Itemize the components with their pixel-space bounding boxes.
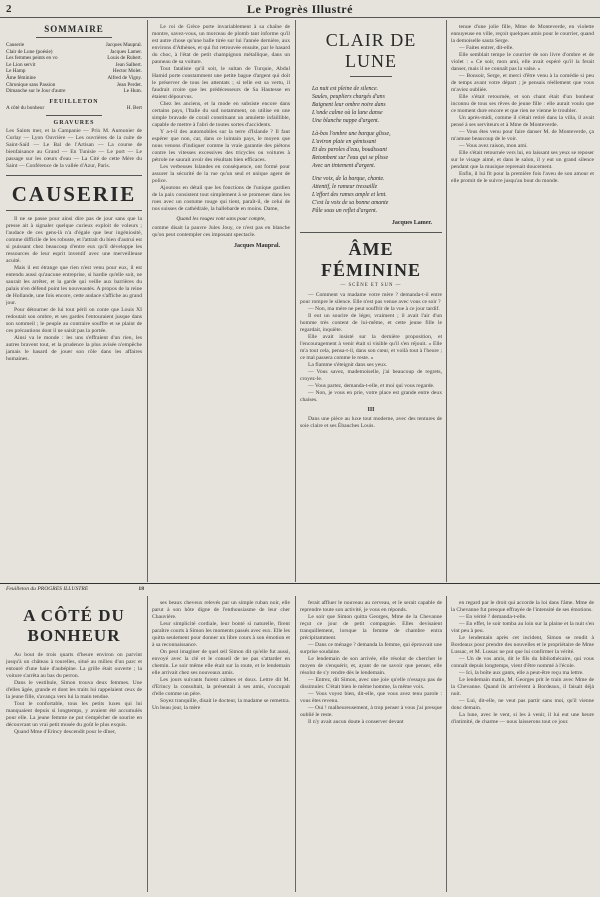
sommaire-entry: Âme féminine (6, 74, 36, 81)
column-rule (295, 596, 296, 892)
right-body (451, 24, 594, 185)
paragraph: — Entrez, dit Simon, avec une joie qu'elle n'essaya pas de dissimuler. C'était bien le même homme, la même voix. (300, 677, 442, 690)
paragraph: Dans le vestibule, Simon trouva deux femmes. Une d'elles âgée, grande et dont les traits lui rappelaient ceux de la jeune fille, s'avança vers lui la main tendue. (6, 680, 142, 700)
paragraph: en regard par le droit qui accorde la loi dans l'âme. Mme de la Chevanne fut presque effrayée de l'intensité de ses émotions. (451, 600, 594, 613)
paragraph: Le lendemain matin, M. Georges prit le train avec Mme de la Chevanne. Quand ils arrivèrent à Bordeaux, il faisait déjà nuit. (451, 677, 594, 697)
column-right (451, 24, 594, 580)
poem-line: Saules, peupliers chargés d'ans (312, 94, 385, 100)
paragraph: — Non, ma mère ne peut souffrir de la vue à ce jour tardif. (308, 306, 440, 312)
poem-line: Et des paroles d'eau, boudissant (312, 147, 387, 153)
paragraph: — Comment va madame votre mère ? demanda-t-il entre pour rompre le silence. Elle n'est pas venue avec vous ce soir ? (300, 292, 442, 305)
paragraph: Au bout de trois quarts d'heure environ on parvint jusqu'à un château à tourelles, situé au milieu d'un parc et entouré d'une haie d'aubépine. La grille était ouverte ; la voiture s'arrêta au bas du perron. (6, 652, 142, 679)
feuilleton-number: 18 (138, 586, 144, 592)
page-number: 2 (6, 3, 12, 15)
sommaire-entry: Les femmes peints en vo (6, 55, 58, 62)
middle-body (152, 24, 290, 213)
ame-subtitle: — SCÈNE ET SUN — (340, 283, 402, 288)
paragraph: Le lendemain de son arrivée, elle résolut de chercher le moyen de s'enquérir, et, ayant de ne savoir que penser, elle résolut de s'y rendre dès le lendemain. (300, 656, 442, 676)
paragraph: Tout le confortable, tous les petits luxes qui lui manquaient depuis si longtemps, y avaient été accumulés pour elle. La jeune femme ne put s'empêcher de sourire en découvrant un vrai petit musée du goût le plus exquis. (6, 701, 142, 728)
paragraph: — Vous partez, demanda-t-elle, et moi qui vous regarde. (308, 383, 435, 389)
paragraph: On peut imaginer de quel œil Simon dit qu'elle fut aussi, envoyé avec la clé et le conseil de ne pas s'attarder en chemin. Le soir même elle était sur la route, et le lendemain elle arrivait chez ses nouveaux amis. (152, 649, 290, 676)
sommaire-author: Le Hum. (123, 88, 142, 95)
paragraph: ferait affluer le nouveau au cerveau, et le serait capable de reprendre toute son activité, je vous en réponds. (300, 600, 442, 613)
paragraph: — Lui, dit-elle, ne veut pas partir sans moi, qu'il vienne donc demain. (451, 698, 594, 711)
poem-line: Retombent sur l'eau qui se plisse (312, 155, 389, 161)
column-rule (446, 20, 447, 582)
poem-signature: Jacques Lamer. (391, 220, 432, 226)
poem-stanza-1 (300, 85, 442, 125)
paragraph: — Un de vos amis, dit le fils du bibliothécaire, qui vous connaît depuis longtemps, vient d'être nommé à l'école. (451, 656, 594, 669)
poem-stanza-3 (300, 175, 442, 215)
sommaire-author: Jacques Maupral. (105, 42, 142, 48)
paragraph: Les verbeuses Islandes en conséquence, ont formé pour assurer la sécurité de la rue qu'un seul et unique agent de police. (152, 164, 290, 184)
paragraph: La lune, avec le vent, si les à venir, il lui eut une heure d'intimité, de charme — nous laisserons tout ce jour. (451, 712, 594, 725)
paragraph: — Ici, la boîte aux gants, elle a peut-être reçu ma lettre. (459, 670, 584, 676)
ame-body (300, 292, 442, 404)
gravures-label: GRAVURES (53, 120, 95, 127)
clair-title: CLAIR DE LUNE (325, 30, 417, 71)
sommaire-title: SOMMAIRE (44, 24, 104, 34)
column-center-right (300, 24, 442, 580)
paragraph: Il ne se passe pour ainsi dire pas de jour sans que la presse ait à signaler quelque curieux exploit de voleurs ; l'audace de ces gens-là n'a d'égale que leur ingéniosité, comme difficile de les robuste, et l'attrait du bien d'autrui est si puissant chez beaucoup d'entre eux qu'il développe les ressources de leur esprit inventif avec une merveilleuse acuité. (6, 216, 142, 265)
closing-text: comme disait la pauvre Jules Jouy, ce n'est pas en blanche qu'on peut contempler ces imposant spectacle. (152, 225, 290, 238)
feuilleton-col-4 (451, 600, 594, 892)
sommaire-entry: Le Hamp (6, 68, 26, 75)
poem-line: Pâle sous un reflet d'argent. (312, 208, 378, 214)
gravures-text: Les Saints mer, et la Campanie — Prix M. Aumonier de Curlay — Lyon Ouvrière — Les ouvrières de la cuite de Saint-Saïd — Le Bal de l'Artisan — La course de bienfaisance au Grand — En Tunisie — Le port — Le passage sur les cœurs d'eau — La Cité de cette Mère du Saint — Conférence de la vallée d'Azur, Paris. (6, 128, 142, 170)
feuilleton-col-1 (6, 600, 142, 892)
quote: Quand les rouges vont sans pour compte, (176, 216, 266, 222)
sommaire-author: Alfred de Vigny. (107, 74, 142, 81)
feuilleton-col-3 (300, 600, 442, 892)
poem-line: La nuit est pleine de silence. (312, 86, 379, 92)
poem-line: L'effort des rames ample et lent. (312, 192, 387, 198)
column-rule (295, 20, 296, 582)
paragraph: Pour détourner de lui tout péril on conte que Louis XI redoutait son ombre, et ses gardes l'entouraient jusque dans son sommeil ; le peuple au contraire souffre et se plaint de ces précautions dont il ne saisit pas la portée. (6, 307, 142, 335)
paragraph: — En vérité ? demanda-t-elle. (459, 614, 527, 620)
column-rule (446, 596, 447, 892)
feuilleton-col-1-text (6, 652, 142, 736)
poem-line: Une voix, de la barque, chante. (312, 176, 385, 182)
paragraph: Mais il est étrange que rien n'est venu pour eux, il est entendu aussi qu'aucune entreprise, si hardie qu'elle soit, ne saurait les arrêter, et la garde qui veille aux barrières du palais n'en défend point les nouveautés. A propos de la reine de Hollande, une fois encore, cette audace s'affiche au grand jour. (6, 265, 142, 307)
feuilleton-col-2-text (152, 600, 290, 712)
feuilleton-col-3-text (300, 600, 442, 726)
section-divider (0, 583, 600, 584)
feuilleton-title: A CÔTÉ DU BONHEUR (23, 606, 125, 645)
feuilleton-title: A côté du bonheur (6, 104, 45, 111)
paragraph: Il n'y avait aucun doute à conserver devant (308, 719, 404, 725)
paragraph: Ainsi va le monde : les uns s'effraient d'un rien, les autres bravent tout, et la prudence la plus avisée n'empêche jamais le hasard de jouer son rôle dans les affaires humaines. (6, 335, 142, 363)
sommaire-entry: Dimanche sur le Jour d'autre (6, 88, 66, 95)
masthead: Le Progrès Illustré (247, 2, 353, 16)
sommaire-row (6, 88, 142, 95)
paragraph: Enfin, il lui fit pour la première fois l'aveu de son amour et elle promit de le suivre jusqu'au bout du monde. (451, 171, 594, 184)
poem-line: Attentif, le rameur tressaille (312, 184, 378, 190)
paragraph: — Faites entrer, dit-elle. (459, 45, 514, 51)
paragraph: La flamme s'éteignit dans ses yeux. (308, 362, 388, 368)
sommaire-list (6, 42, 142, 95)
poem-line: Baignent leur ombre noire dans (312, 102, 386, 108)
causerie-body (6, 216, 142, 363)
sommaire-author: Jean Perdet. (116, 81, 142, 88)
sommaire-entry: Causerie (6, 42, 25, 48)
paragraph: — Vous avez raison, mon ami. (459, 143, 528, 149)
paragraph: Elle semblait tempe le courrier de son livre d'ombre et de violet : « Ce soir, mon ami, elle avait espéré qu'il la ferait danser, mais il ne connaît pas la valse. » (451, 52, 594, 72)
poem-line: L'aviron plaie en gémissant (312, 139, 376, 145)
ame-last: Dans une pièce au luxe tout moderne, avec des tentures de soie claire et ses Ébauches Louis. (300, 416, 442, 429)
sommaire-row (6, 75, 142, 82)
poem-line: Avec un tintement d'argent. (312, 163, 376, 169)
feuilleton-row (6, 105, 142, 112)
poem-stanza-2 (300, 130, 442, 170)
poem-line: C'est la voix de sa bonne amante (312, 200, 389, 206)
sommaire-author: Louis de Rubert. (107, 55, 142, 62)
paragraph: Le lendemain après cet incident, Simon se rendit à Bordeaux pour prendre des nouvelles et le propriétaire de Mme Lussac, et M. Lussac ne put que lui confirmer la vérité. (451, 635, 594, 655)
paragraph: — Oui ! malheureusement, à trop penser à vous j'ai presque oublié le reste. (300, 705, 442, 718)
ame-title: ÂME FÉMININE (320, 239, 421, 280)
paragraph: Elle s'était retournée vers lui, en laissant ses yeux se reposer sur le visage aimé, et dans le salon, il y eut un grand silence pendant que la musique reprenait doucement. (451, 150, 594, 170)
paragraph: — Non, je vous en prie, votre place est grande entre deux chaises. (300, 390, 442, 403)
sommaire-author: Jacques Lamer. (110, 48, 142, 55)
paragraph: Les jours suivants furent calmes et doux. Lettre dit M. d'Erincy la consultait, la présentait à ses amis, s'occupait d'elle comme un père. (152, 677, 290, 697)
paragraph: — Vous savez, mademoiselle, j'ai beaucoup de regrets, croyez-le. (300, 369, 442, 382)
sommaire-author: Hector Molet. (112, 68, 142, 75)
sommaire-row (6, 68, 142, 75)
paragraph: Tout fataliste qu'il soit, le sultan de Turquie, Abdul Hamid porte constamment une petite bague d'argent qui doit le préserver de tous les attentats ; si telle est sa vertu, il faudrait croire que les prédécesseurs de Sa Hautesse en étaient dépourvus. (152, 66, 290, 100)
paragraph: tenue d'une jolie fille, Mme de Monteverde, en violette ennuyeuse en ville, reçoit quelques amis pour le courrier, quand la demoiselle sauta Serge. (451, 24, 594, 44)
paragraph: — Dans ce ménage ? demanda la femme, qui éprouvait une surprise soudaine. (300, 642, 442, 655)
column-middle (152, 24, 290, 580)
feuilleton-header (6, 586, 594, 596)
causerie-signature: Jacques Maupral. (233, 243, 280, 249)
paragraph: ses beaux cheveux relevés par un simple ruban noir, elle parut à son hôte digne de l'enthousiasme de leur cher Chauvière. (152, 600, 290, 620)
column-rule (147, 596, 148, 892)
poem-line: Une blanche nappe d'argent. (312, 118, 380, 124)
page-header (0, 0, 600, 18)
paragraph: Chez les anciens, et la mode en subsiste encore dans certains pays, l'Italie du sud notamment, on utilise en une simple bravade de corail constituant un amulette infaillible, capable de mettre à l'abri de toutes sortes d'accidents. (152, 101, 290, 128)
paragraph: Un après-midi, comme il s'était retiré dans la villa, il avait pensé à ses serviteurs et à Mme de Monteverde. (451, 115, 594, 128)
paragraph: Quand Mme d'Erincy descendit pour le dîner, (14, 729, 116, 735)
column-rule (147, 20, 148, 582)
paragraph: Il eut un sourire de léger, vraiment ; il avait l'air d'un homme très content de lui-même, et cette jeune fille le regardait, inquiète. (300, 313, 442, 333)
sommaire-entry: Clair de Lune (poésie) (6, 48, 53, 55)
feuilleton-label: FEUILLETON (49, 98, 99, 105)
paragraph: — Bonsoir, Serge, et merci d'être venu à la comédie si peu de temps avant votre départ ; je pensais réellement que vous m'aviez oubliée. (451, 73, 594, 93)
feuilleton-col-4-text (451, 600, 594, 726)
column-left (6, 24, 142, 580)
paragraph: Elle s'était retournée, et son chant était d'un bonheur inconnu de tous ses rêves de jeune fille : elle aurait voulu que ce moment dure encore et que rien ne vienne le troubler. (451, 94, 594, 114)
paragraph: — Vous voyez bien, dit-elle, que vous avez tenu parole : vous êtes revenu. (300, 691, 442, 704)
sommaire-author: Jean Salbert. (115, 61, 142, 68)
paragraph: Elle avait insisté sur la dernière proposition, et l'encouragement à venir était si visible qu'il s'en réjouit. « Elle m'a tout cela, pensa-t-il, dans son cœur, et voilà tout à l'heure ; ce mal passera comme le reste. » (300, 334, 442, 361)
sommaire-row (6, 62, 142, 69)
causerie-title: CAUSERIE (11, 182, 137, 207)
feuilleton-label: Feuilleton du PROGRÈS ILLUSTRÉ (6, 586, 89, 592)
sommaire-row (6, 55, 142, 62)
paragraph: Ajoutons en détail que les fonctions de l'unique gardien de la paix consistent tout simplement à se promener dans les rues avec un costume rouge qui tient, paraît-il, de celui de nos suisses de cathédrale, la hallebarde en moins. Dame, (152, 185, 290, 212)
paragraph: — Vous êtes venu pour faire danser M. de Monteverde, ça m'amuse beaucoup de le voir. (451, 129, 594, 142)
paragraph: Le soir que Simon quitta Georges, Mme de la Chevanne reçut ce jour de petit compagnie. Elles devisaient tranquillement, lorsque la femme de chambre entra précipitamment. (300, 614, 442, 641)
poem-line: L'onde calme où la lune danse (312, 110, 383, 116)
feuilleton-col-2 (152, 600, 290, 892)
sommaire-row (6, 42, 142, 49)
paragraph: Leur simplicité cordiale, leur bonté si naturelle, firent paraître courts à Simon les moments passés avec eux. Elle les quitta seulement pour donner un libre cours à son émotion et à sa reconnaissance. (152, 621, 290, 648)
sommaire-row (6, 82, 142, 89)
paragraph: Le roi de Grèce porte invariablement à sa chaîne de montre, savez-vous, un morceau de plomb tant informe qu'il est autre chose qu'une balle tirée sur lui l'année dernière, aux environs d'Athènes, et qui fut retrouvée ensuite, par le hasard du choc, à l'état de petit champignon métallique, dans un panneau de sa voiture. (152, 24, 290, 65)
paragraph: — En effet, le soir tomba au loin sur la plaine et la nuit s'en vint peu à peu. (451, 621, 594, 634)
paragraph: Y a-t-il des automobiles sur la terre d'Islande ? Il faut espérer que non, car, dans ce lointain pays, le moyen que nous venons d'indiquer comme la vraie garantie des piétons contre les vitesses excessives des tricycles ou voitures à pétrole ne saurait avoir des résultats bien efficaces. (152, 129, 290, 163)
section-number: III (367, 407, 375, 413)
sommaire-entry: Chronique sans Passion (6, 81, 56, 88)
feuilleton-author: H. Bert (126, 104, 142, 111)
sommaire-entry: Le Lion servit (6, 61, 36, 68)
paragraph: Soyez tranquille, disait le docteur, la madame se remettra. Un beau jour, la mère (152, 698, 290, 711)
poem-line: Là-bas l'ombre une barque glisse, (312, 131, 391, 137)
